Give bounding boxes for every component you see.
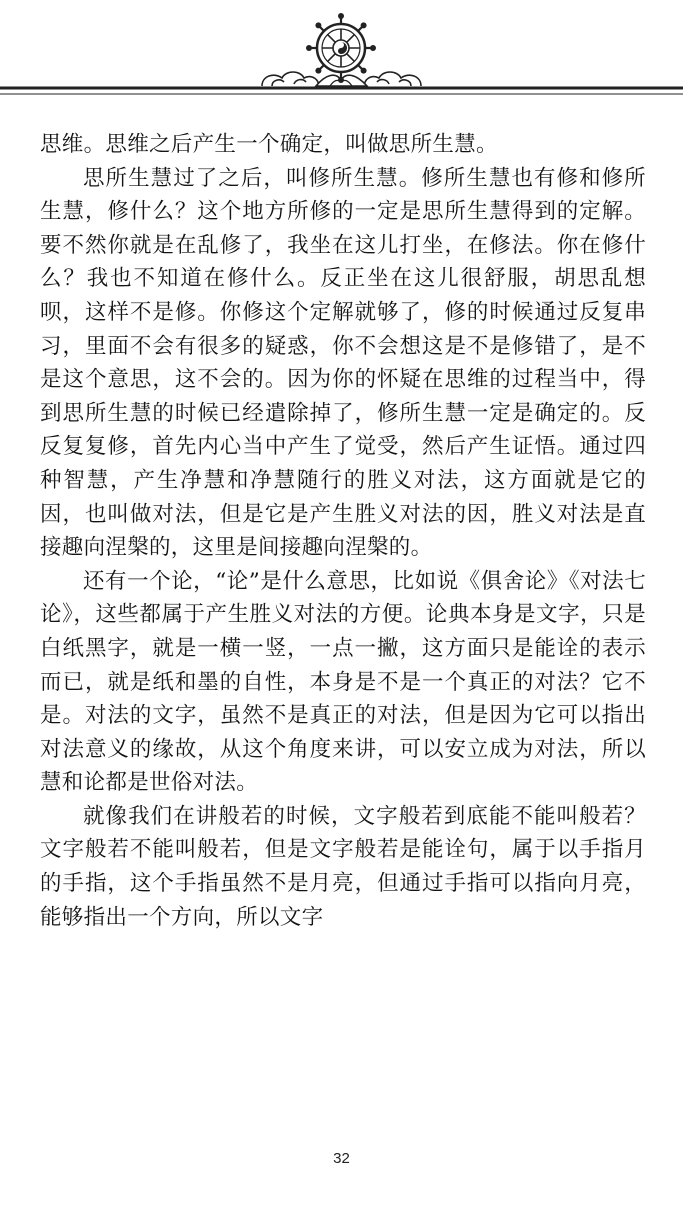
dharma-wheel-icon — [0, 0, 683, 108]
page-header-ornament — [0, 0, 683, 108]
paragraph-4: 就像我们在讲般若的时候，文字般若到底能不能叫般若？文字般若不能叫般若，但是文字般若是能诠句，属于以手指月的手指，这个手指虽然不是月亮，但通过手指可以指向月亮，能够指出一个方向，所以文字 — [40, 803, 646, 930]
paragraph-2: 思所生慧过了之后，叫修所生慧。修所生慧也有修和修所生慧，修什么？这个地方所修的一定是思所生慧得到的定解。要不然你就是在乱修了，我坐在这儿打坐，在修法。你在修什么？我也不知道在修什么。反正坐在这儿很舒服，胡思乱想呗，这样不是修。你修这个定解就够了，修的时候通过反复串习，里面不会有很多的疑惑，你不会想这是不是修错了，是不是这个意思，这不会的。因为你的怀疑在思维的过程当中，得到思所生慧的时候已经遣除掉了，修所生慧一定是确定的。反反复复修，首先内心当中产生了觉受，然后产生证悟。通过四种智慧，产生净慧和净慧随行的胜义对法，这方面就是它的因，也叫做对法，但是它是产生胜义对法的因，胜义对法是直接趣向涅槃的，这里是间接趣向涅槃的。 — [40, 165, 646, 561]
paragraph-1: 思维。思维之后产生一个确定，叫做思所生慧。 — [40, 132, 498, 157]
body-text — [40, 128, 646, 934]
paragraph-3: 还有一个论，“论”是什么意思，比如说《俱舍论》《对法七论》，这些都属于产生胜义对法的方便。论典本身是文字，只是白纸黑字，就是一横一竖，一点一撇，这方面只是能诠的表示而已，就是纸和墨的自性，本身是不是一个真正的对法？它不是。对法的文字，虽然不是真正的对法，但是因为它可以指出对法意义的缘故，从这个角度来讲，可以安立成为对法，所以慧和论都是世俗对法。 — [40, 568, 646, 796]
page-number: 32 — [333, 1150, 350, 1167]
